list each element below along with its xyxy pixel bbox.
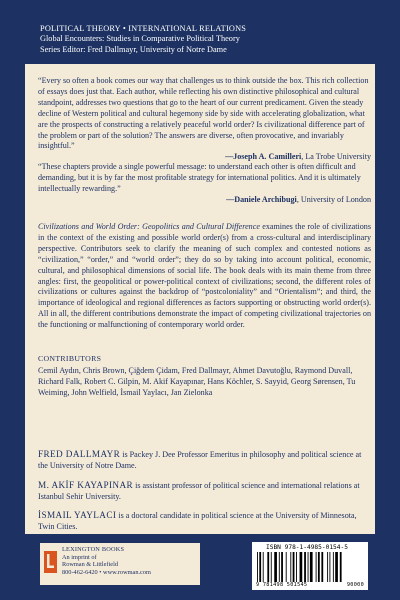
editor-bio [38,480,371,503]
content-panel [25,64,375,534]
editor-bio [38,449,371,472]
description-text: examines the role of civilizations in the context of the existing and possible world order(s) from a cross-cultural and interdisciplinary perspective. Contributors seek to clarify the meaning of such complex and contested notions as “civilization,” “order,” and “world order”; they do so by taking into account political, economic, cultural, and philosophical dimensions of social life. The book deals with its main theme from three angles: first, the geopolitical or power-political context of civilizations; second, the different roles of civilizations or cultures against the backdrop of “postcoloniality” and “Orientalism”; and third, the importance of ideological and regional differences as factors supporting or obstructing world order(s). All in all, the different contributions demonstrate the impact of competing civilizational trajectories on the functioning or malfunctioning of contemporary world order. [38,222,371,330]
isbn-barcode [252,542,368,590]
barcode-number: 9 781498 501545 [256,582,308,588]
editor-name: FRED DALLMAYR [38,449,121,459]
contributors-section [38,354,371,399]
bio-text: is Packey J. Dee Professor Emeritus in philosophy and political science at the University of Notre Dame. [38,450,362,470]
publisher-name: LEXINGTON BOOKS [62,546,125,553]
book-description [38,222,371,331]
series-header [40,24,370,55]
endorsement-quote [38,162,371,206]
quote-attribution [38,195,371,206]
publisher-logo-icon [44,551,57,573]
series-editor: Series Editor: Fred Dallmayr, University of Notre Dame [40,44,227,54]
publisher-contact: 800-462-6420 • www.rowman.com [62,569,151,577]
imprint-line: An imprint of [62,553,97,561]
publisher-text [62,546,151,577]
subject-line: POLITICAL THEORY • INTERNATIONAL RELATIONS [40,24,247,33]
price-code: 90000 [346,582,364,588]
bio-text: is assistant professor of political science and international relations at Istanbul Sehir University. [38,481,360,501]
series-title: Global Encounters: Studies in Comparative Political Theory [40,34,240,44]
endorsement-quote [38,76,371,163]
contributors-list: Cemil Aydın, Chris Brown, Çiğdem Çidam, Fred Dallmayr, Ahmet Davutoğlu, Raymond Duvall, Richard Falk, Robert C. Gilpin, M. Akif Kayapınar, Hans Köchler, S. Sayyid, Georg Sørensen, Tu Weiming, John Welfield, İsmail Yaylacı, Jan Zielonka [38,365,356,397]
book-title: Civilizations and World Order: Geopolitics and Cultural Difference [38,222,260,231]
quote-author: —Daniele Archibugi [226,194,297,204]
publisher-block [40,543,200,585]
editor-name: İSMAIL YAYLACI [38,510,117,520]
parent-publisher: Rowman & Littlefield [62,561,118,569]
contributors-heading: CONTRIBUTORS [38,354,102,363]
editor-bio [38,510,371,533]
editor-name: M. AKİF KAYAPINAR [38,480,134,490]
isbn-label: ISBN 978-1-4985-0154-5 [266,544,348,551]
quote-affiliation: , University of London [296,194,371,204]
quote-affiliation: , La Trobe University [301,152,371,162]
barcode-digits [256,582,364,588]
barcode-icon [256,552,364,582]
quote-text: “These chapters provide a single powerful message: to understand each other is often difficult and demanding, but it is by far the most profitable strategy for international politics. And it is ultimately intellectually rewarding.” [38,162,361,193]
quote-author: —Joseph A. Camilleri [225,152,302,162]
bio-text: is a doctoral candidate in political science at the University of Minnesota, Twin Cities. [38,511,357,531]
quote-text: “Every so often a book comes our way that challenges us to think outside the box. This rich collection of essays does just that. Each author, while reflecting his own distinctive philosophical and cultural standpoint, addresses two questions that go to the heart of our current predicament. Given the steady decline of Western political and cultural hegemony side by side with accelerating globalization, what are the prospects of constructing a relatively peaceful world order? Is civilizational difference part of the problem or part of the solution? The answers are diverse, often provocative, and invariably insightful.” [38,76,369,151]
